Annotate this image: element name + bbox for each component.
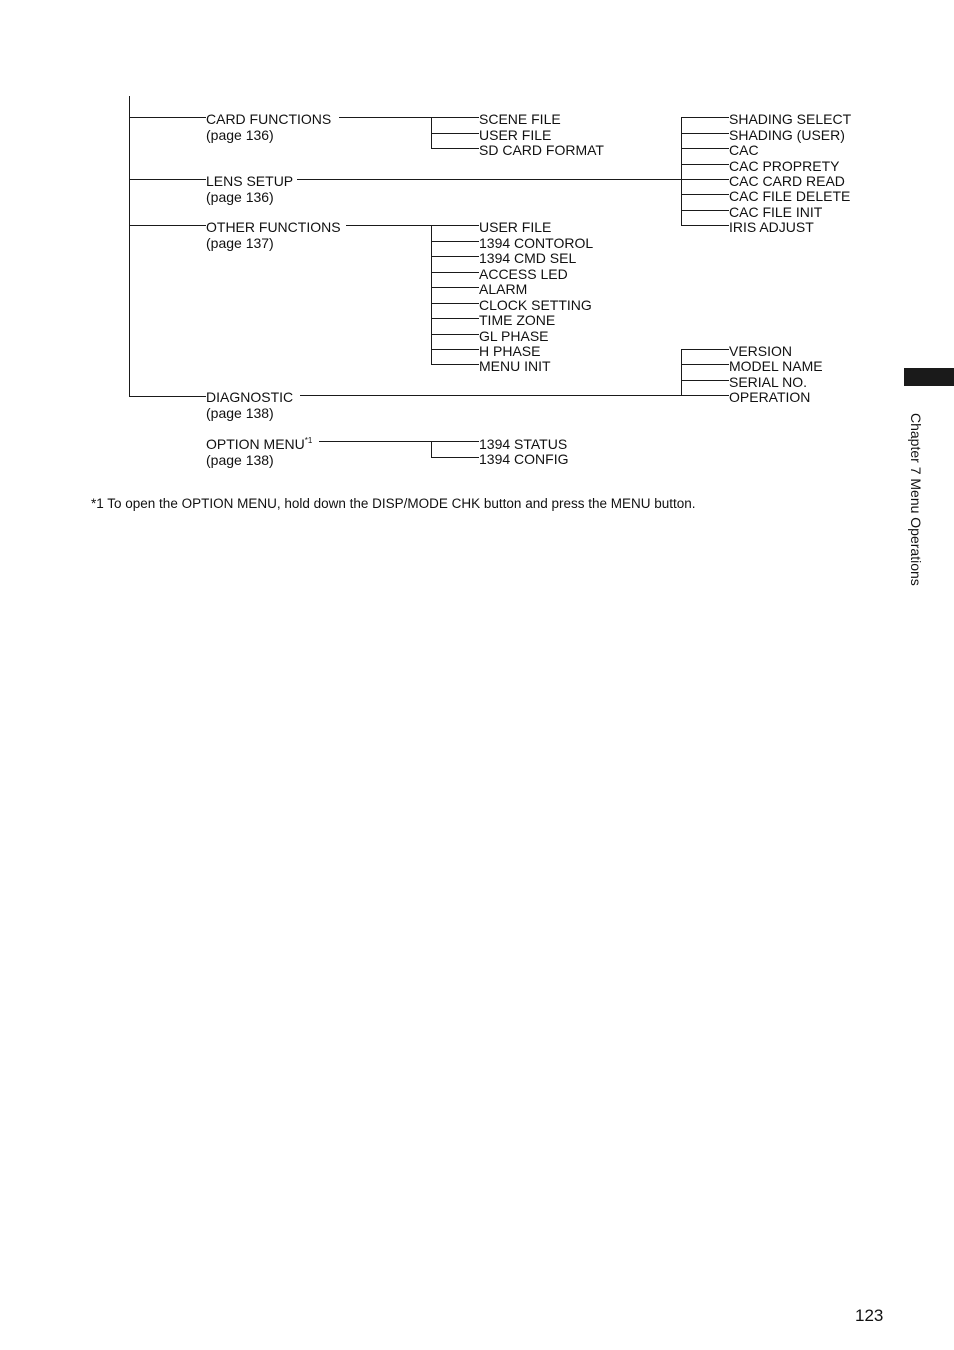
menu-card-functions	[206, 111, 331, 143]
lens-sub-7	[681, 225, 729, 226]
menu-other-functions-name: OTHER FUNCTIONS	[206, 219, 341, 235]
option-sub-trunk	[431, 441, 432, 457]
diag-item: VERSION	[729, 343, 793, 359]
card-sub-2	[431, 148, 479, 149]
card-sub-1	[431, 133, 479, 134]
menu-option-menu-name: OPTION MENU	[206, 436, 305, 452]
other-sub-2	[431, 256, 479, 257]
diag-item: MODEL NAME	[729, 358, 823, 374]
other-item: TIME ZONE	[479, 312, 556, 328]
other-sub-5	[431, 303, 479, 304]
lens-sub-1	[681, 133, 729, 134]
lens-item: SHADING (USER)	[729, 127, 845, 143]
lens-item: CAC FILE INIT	[729, 204, 823, 220]
other-sub-4	[431, 287, 479, 288]
lens-item: CAC FILE DELETE	[729, 188, 851, 204]
diag-sub-1	[681, 364, 729, 365]
menu-lens-setup-page: (page 136)	[206, 189, 274, 205]
lens-sub-2	[681, 148, 729, 149]
other-item: ACCESS LED	[479, 266, 568, 282]
branch-card-functions	[129, 117, 206, 118]
other-sub-1	[431, 241, 479, 242]
menu-diagnostic	[206, 389, 293, 421]
menu-diagnostic-name: DIAGNOSTIC	[206, 389, 294, 405]
chapter-side-label: Chapter 7 Menu Operations	[908, 413, 924, 586]
option-sub-1	[431, 457, 479, 458]
footnote-marker: *1	[304, 436, 313, 445]
other-item: MENU INIT	[479, 358, 551, 374]
menu-option-menu	[206, 436, 312, 468]
branch-lens-setup	[129, 179, 206, 180]
lens-sub-5	[681, 194, 729, 195]
branch-other-functions	[129, 225, 206, 226]
lens-item: CAC	[729, 142, 759, 158]
other-item: USER FILE	[479, 219, 552, 235]
other-sub-9	[431, 364, 479, 365]
diag-sub-0	[681, 349, 729, 350]
menu-option-menu-page: (page 138)	[206, 452, 274, 468]
menu-lens-setup-name: LENS SETUP	[206, 173, 294, 189]
lens-item: SHADING SELECT	[729, 111, 852, 127]
card-item: USER FILE	[479, 127, 552, 143]
lens-sub-0	[681, 117, 729, 118]
other-item: 1394 CMD SEL	[479, 250, 577, 266]
diag-item: OPERATION	[729, 389, 811, 405]
other-sub-trunk	[431, 225, 432, 364]
lens-item: CAC PROPRETY	[729, 158, 840, 174]
link-option-menu	[319, 441, 479, 442]
root-trunk	[129, 96, 130, 397]
link-diagnostic	[300, 395, 729, 396]
card-item: SD CARD FORMAT	[479, 142, 604, 158]
link-other-functions	[346, 225, 479, 226]
menu-lens-setup	[206, 173, 293, 205]
lens-item: CAC CARD READ	[729, 173, 845, 189]
option-item: 1394 CONFIG	[479, 451, 569, 467]
menu-card-functions-page: (page 136)	[206, 127, 274, 143]
option-item: 1394 STATUS	[479, 436, 568, 452]
card-item: SCENE FILE	[479, 111, 561, 127]
diag-item: SERIAL NO.	[729, 374, 808, 390]
other-sub-3	[431, 272, 479, 273]
other-item: H PHASE	[479, 343, 541, 359]
branch-diagnostic	[129, 396, 206, 397]
chapter-tab-marker	[904, 368, 954, 386]
menu-other-functions	[206, 219, 341, 251]
footnote: *1 To open the OPTION MENU, hold down the DISP/MODE CHK button and press the MENU button.	[91, 496, 696, 511]
other-item: GL PHASE	[479, 328, 549, 344]
lens-sub-3	[681, 164, 729, 165]
lens-sub-6	[681, 210, 729, 211]
diag-sub-2	[681, 380, 729, 381]
other-item: 1394 CONTOROL	[479, 235, 594, 251]
other-sub-8	[431, 349, 479, 350]
diag-sub-trunk	[681, 349, 682, 395]
page-number: 123	[855, 1306, 884, 1325]
link-lens-setup	[297, 179, 729, 180]
other-item: ALARM	[479, 281, 528, 297]
menu-card-functions-name: CARD FUNCTIONS	[206, 111, 332, 127]
other-sub-7	[431, 334, 479, 335]
link-card-functions	[339, 117, 479, 118]
lens-item: IRIS ADJUST	[729, 219, 814, 235]
other-item: CLOCK SETTING	[479, 297, 592, 313]
other-sub-6	[431, 318, 479, 319]
menu-other-functions-page: (page 137)	[206, 235, 274, 251]
menu-diagnostic-page: (page 138)	[206, 405, 274, 421]
